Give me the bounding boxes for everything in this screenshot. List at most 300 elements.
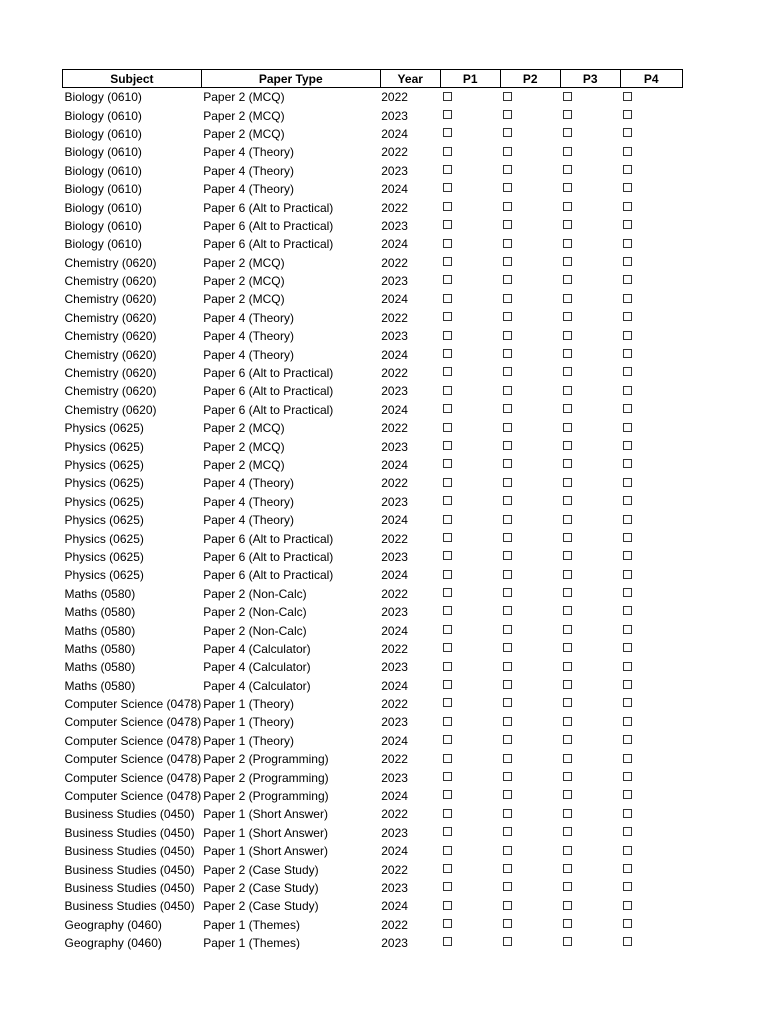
table-row [63,254,683,272]
p1-checkbox[interactable] [443,312,452,321]
p2-checkbox[interactable] [503,625,512,634]
p4-checkbox[interactable] [623,754,632,763]
p2-checkbox[interactable] [503,183,512,192]
cell-p4 [620,529,682,547]
p1-checkbox[interactable] [443,128,452,137]
header-p3: P3 [560,70,620,88]
cell-p4 [620,254,682,272]
p3-checkbox[interactable] [563,92,572,101]
p3-checkbox[interactable] [563,717,572,726]
p1-checkbox[interactable] [443,809,452,818]
p2-checkbox[interactable] [503,827,512,836]
cell-p1 [440,198,500,216]
p1-checkbox[interactable] [443,864,452,873]
p2-checkbox[interactable] [503,772,512,781]
p2-checkbox[interactable] [503,790,512,799]
cell-p1 [440,419,500,437]
p1-checkbox[interactable] [443,937,452,946]
cell-year: 2022 [381,586,408,601]
cell-p2 [500,437,560,455]
p2-checkbox[interactable] [503,128,512,137]
p4-checkbox[interactable] [623,386,632,395]
p1-checkbox[interactable] [443,478,452,487]
cell-p4 [620,695,682,713]
p3-checkbox[interactable] [563,533,572,542]
cell-year: 2022 [381,366,408,381]
p2-checkbox[interactable] [503,809,512,818]
p4-checkbox[interactable] [623,441,632,450]
cell-p3 [560,401,620,419]
p4-checkbox[interactable] [623,239,632,248]
p3-checkbox[interactable] [563,349,572,358]
p2-checkbox[interactable] [503,478,512,487]
p2-checkbox[interactable] [503,643,512,652]
cell-paper-type: Paper 4 (Theory) [203,182,294,197]
p2-checkbox[interactable] [503,312,512,321]
p2-checkbox[interactable] [503,165,512,174]
p4-checkbox[interactable] [623,515,632,524]
cell-subject: Chemistry (0620) [64,366,157,381]
p1-checkbox[interactable] [443,294,452,303]
cell-p2 [500,603,560,621]
cell-p3 [560,750,620,768]
cell-p4 [620,290,682,308]
p3-checkbox[interactable] [563,496,572,505]
p2-checkbox[interactable] [503,846,512,855]
p3-checkbox[interactable] [563,110,572,119]
cell-p3 [560,511,620,529]
p1-checkbox[interactable] [443,790,452,799]
cell-p3 [560,437,620,455]
cell-p4 [620,88,682,107]
p4-checkbox[interactable] [623,202,632,211]
p3-checkbox[interactable] [563,312,572,321]
p2-checkbox[interactable] [503,294,512,303]
p1-checkbox[interactable] [443,919,452,928]
table-row [63,419,683,437]
p1-checkbox[interactable] [443,606,452,615]
p4-checkbox[interactable] [623,882,632,891]
p2-checkbox[interactable] [503,901,512,910]
p3-checkbox[interactable] [563,147,572,156]
cell-paper-type: Paper 6 (Alt to Practical) [203,568,334,583]
p3-checkbox[interactable] [563,625,572,634]
p4-checkbox[interactable] [623,846,632,855]
p3-checkbox[interactable] [563,331,572,340]
p4-checkbox[interactable] [623,128,632,137]
cell-p4 [620,750,682,768]
cell-p2 [500,162,560,180]
cell-p1 [440,695,500,713]
cell-subject: Chemistry (0620) [64,347,157,362]
p4-checkbox[interactable] [623,165,632,174]
p1-checkbox[interactable] [443,202,452,211]
cell-subject: Maths (0580) [64,678,136,693]
p2-checkbox[interactable] [503,147,512,156]
p4-checkbox[interactable] [623,588,632,597]
cell-year: 2024 [381,458,408,472]
p3-checkbox[interactable] [563,459,572,468]
cell-subject: Biology (0610) [64,237,142,252]
table-row [63,713,683,731]
cell-year: 2022 [381,862,408,877]
cell-subject: Computer Science (0478) [64,770,202,785]
p2-checkbox[interactable] [503,202,512,211]
cell-p3 [560,879,620,897]
p4-checkbox[interactable] [623,625,632,634]
p2-checkbox[interactable] [503,496,512,505]
p1-checkbox[interactable] [443,717,452,726]
p2-checkbox[interactable] [503,404,512,413]
cell-subject: Chemistry (0620) [64,255,157,270]
p3-checkbox[interactable] [563,165,572,174]
p4-checkbox[interactable] [623,423,632,432]
p1-checkbox[interactable] [443,404,452,413]
cell-subject: Physics (0625) [64,494,144,509]
p2-checkbox[interactable] [503,717,512,726]
cell-p4 [620,860,682,878]
p3-checkbox[interactable] [563,588,572,597]
p4-checkbox[interactable] [623,735,632,744]
table-row [63,474,683,492]
p1-checkbox[interactable] [443,110,452,119]
p2-checkbox[interactable] [503,349,512,358]
p4-checkbox[interactable] [623,92,632,101]
table-row [63,493,683,511]
p4-checkbox[interactable] [623,680,632,689]
p4-checkbox[interactable] [623,790,632,799]
cell-year: 2023 [381,439,408,454]
cell-subject: Physics (0625) [64,476,144,491]
cell-year: 2024 [381,568,408,583]
p3-checkbox[interactable] [563,698,572,707]
cell-paper-type: Paper 4 (Theory) [203,347,294,362]
p1-checkbox[interactable] [443,772,452,781]
p4-checkbox[interactable] [623,809,632,818]
cell-p4 [620,401,682,419]
p2-checkbox[interactable] [503,606,512,615]
cell-paper-type: Paper 4 (Theory) [203,163,294,178]
cell-year: 2023 [381,825,408,840]
p2-checkbox[interactable] [503,239,512,248]
p1-checkbox[interactable] [443,220,452,229]
p3-checkbox[interactable] [563,790,572,799]
cell-year: 2023 [381,384,408,399]
cell-p4 [620,824,682,842]
cell-p3 [560,529,620,547]
p2-checkbox[interactable] [503,662,512,671]
p2-checkbox[interactable] [503,423,512,432]
p1-checkbox[interactable] [443,239,452,248]
p3-checkbox[interactable] [563,606,572,615]
cell-p4 [620,677,682,695]
p2-checkbox[interactable] [503,882,512,891]
p4-checkbox[interactable] [623,312,632,321]
p1-checkbox[interactable] [443,257,452,266]
p1-checkbox[interactable] [443,147,452,156]
p4-checkbox[interactable] [623,864,632,873]
cell-paper-type: Paper 1 (Theory) [203,715,294,730]
p1-checkbox[interactable] [443,827,452,836]
cell-p1 [440,290,500,308]
p3-checkbox[interactable] [563,441,572,450]
cell-year: 2024 [381,789,408,804]
cell-year: 2023 [381,108,408,123]
table-row [63,217,683,235]
p1-checkbox[interactable] [443,423,452,432]
p3-checkbox[interactable] [563,515,572,524]
cell-paper-type: Paper 1 (Short Answer) [203,825,328,840]
p1-checkbox[interactable] [443,533,452,542]
p3-checkbox[interactable] [563,864,572,873]
p3-checkbox[interactable] [563,128,572,137]
p4-checkbox[interactable] [623,275,632,284]
p2-checkbox[interactable] [503,441,512,450]
p2-checkbox[interactable] [503,257,512,266]
cell-p4 [620,768,682,786]
p1-checkbox[interactable] [443,882,452,891]
cell-subject: Physics (0625) [64,421,144,436]
p2-checkbox[interactable] [503,754,512,763]
cell-subject: Maths (0580) [64,623,136,638]
p1-checkbox[interactable] [443,588,452,597]
cell-p3 [560,842,620,860]
p2-checkbox[interactable] [503,515,512,524]
table-row [63,879,683,897]
table-row [63,364,683,382]
p4-checkbox[interactable] [623,919,632,928]
p4-checkbox[interactable] [623,717,632,726]
p1-checkbox[interactable] [443,698,452,707]
p4-checkbox[interactable] [623,404,632,413]
p1-checkbox[interactable] [443,846,452,855]
cell-paper-type: Paper 2 (MCQ) [203,274,285,289]
p2-checkbox[interactable] [503,570,512,579]
p3-checkbox[interactable] [563,662,572,671]
p2-checkbox[interactable] [503,588,512,597]
table-row [63,162,683,180]
cell-paper-type: Paper 4 (Calculator) [203,641,311,656]
cell-p4 [620,474,682,492]
p3-checkbox[interactable] [563,680,572,689]
cell-p4 [620,621,682,639]
cell-p3 [560,695,620,713]
p3-checkbox[interactable] [563,827,572,836]
p2-checkbox[interactable] [503,459,512,468]
p3-checkbox[interactable] [563,423,572,432]
table-row [63,750,683,768]
p1-checkbox[interactable] [443,662,452,671]
p3-checkbox[interactable] [563,919,572,928]
cell-p4 [620,640,682,658]
cell-subject: Physics (0625) [64,531,144,546]
p4-checkbox[interactable] [623,459,632,468]
cell-p1 [440,842,500,860]
cell-p1 [440,934,500,952]
p3-checkbox[interactable] [563,570,572,579]
cell-p1 [440,566,500,584]
table-row [63,511,683,529]
cell-p2 [500,805,560,823]
cell-paper-type: Paper 1 (Themes) [203,917,300,932]
p1-checkbox[interactable] [443,275,452,284]
p3-checkbox[interactable] [563,901,572,910]
p3-checkbox[interactable] [563,367,572,376]
p2-checkbox[interactable] [503,386,512,395]
cell-paper-type: Paper 6 (Alt to Practical) [203,402,334,417]
p1-checkbox[interactable] [443,349,452,358]
cell-paper-type: Paper 2 (MCQ) [203,255,285,270]
p4-checkbox[interactable] [623,698,632,707]
p1-checkbox[interactable] [443,496,452,505]
cell-p4 [620,162,682,180]
p2-checkbox[interactable] [503,680,512,689]
p3-checkbox[interactable] [563,478,572,487]
p1-checkbox[interactable] [443,643,452,652]
cell-paper-type: Paper 2 (Case Study) [203,899,319,914]
p3-checkbox[interactable] [563,275,572,284]
p4-checkbox[interactable] [623,294,632,303]
table-row [63,916,683,934]
cell-p2 [500,217,560,235]
p1-checkbox[interactable] [443,754,452,763]
cell-p3 [560,658,620,676]
p3-checkbox[interactable] [563,809,572,818]
p1-checkbox[interactable] [443,367,452,376]
p3-checkbox[interactable] [563,257,572,266]
p4-checkbox[interactable] [623,570,632,579]
cell-subject: Chemistry (0620) [64,274,157,289]
p3-checkbox[interactable] [563,220,572,229]
p4-checkbox[interactable] [623,147,632,156]
p4-checkbox[interactable] [623,662,632,671]
p3-checkbox[interactable] [563,551,572,560]
p3-checkbox[interactable] [563,404,572,413]
cell-year: 2024 [381,292,408,307]
p2-checkbox[interactable] [503,919,512,928]
cell-p3 [560,345,620,363]
p3-checkbox[interactable] [563,735,572,744]
cell-p3 [560,217,620,235]
p3-checkbox[interactable] [563,643,572,652]
p1-checkbox[interactable] [443,515,452,524]
p4-checkbox[interactable] [623,827,632,836]
cell-paper-type: Paper 6 (Alt to Practical) [203,531,334,546]
cell-p2 [500,695,560,713]
p1-checkbox[interactable] [443,183,452,192]
p3-checkbox[interactable] [563,202,572,211]
cell-p2 [500,621,560,639]
p4-checkbox[interactable] [623,496,632,505]
p1-checkbox[interactable] [443,441,452,450]
p2-checkbox[interactable] [503,937,512,946]
p1-checkbox[interactable] [443,735,452,744]
p4-checkbox[interactable] [623,772,632,781]
cell-p3 [560,824,620,842]
p1-checkbox[interactable] [443,165,452,174]
p2-checkbox[interactable] [503,110,512,119]
table-row [63,327,683,345]
p1-checkbox[interactable] [443,386,452,395]
cell-p2 [500,916,560,934]
p1-checkbox[interactable] [443,625,452,634]
p4-checkbox[interactable] [623,331,632,340]
p3-checkbox[interactable] [563,937,572,946]
p1-checkbox[interactable] [443,459,452,468]
p4-checkbox[interactable] [623,551,632,560]
p4-checkbox[interactable] [623,183,632,192]
cell-p3 [560,419,620,437]
p4-checkbox[interactable] [623,110,632,119]
p2-checkbox[interactable] [503,367,512,376]
p3-checkbox[interactable] [563,183,572,192]
cell-year: 2022 [381,807,408,822]
cell-p4 [620,235,682,253]
p2-checkbox[interactable] [503,533,512,542]
p4-checkbox[interactable] [623,901,632,910]
p1-checkbox[interactable] [443,901,452,910]
p2-checkbox[interactable] [503,698,512,707]
cell-subject: Business Studies (0450) [64,899,195,914]
p2-checkbox[interactable] [503,220,512,229]
p1-checkbox[interactable] [443,331,452,340]
p4-checkbox[interactable] [623,643,632,652]
p3-checkbox[interactable] [563,772,572,781]
p2-checkbox[interactable] [503,551,512,560]
p2-checkbox[interactable] [503,864,512,873]
cell-p1 [440,345,500,363]
cell-p1 [440,750,500,768]
cell-p3 [560,640,620,658]
cell-year: 2022 [381,697,408,712]
cell-year: 2023 [381,494,408,509]
p4-checkbox[interactable] [623,478,632,487]
cell-year: 2024 [381,347,408,362]
p4-checkbox[interactable] [623,220,632,229]
p3-checkbox[interactable] [563,846,572,855]
p1-checkbox[interactable] [443,92,452,101]
p3-checkbox[interactable] [563,239,572,248]
p4-checkbox[interactable] [623,257,632,266]
cell-p2 [500,897,560,915]
cell-paper-type: Paper 2 (Non-Calc) [203,586,307,601]
p4-checkbox[interactable] [623,533,632,542]
p2-checkbox[interactable] [503,275,512,284]
p4-checkbox[interactable] [623,349,632,358]
cell-p4 [620,437,682,455]
p2-checkbox[interactable] [503,331,512,340]
p4-checkbox[interactable] [623,367,632,376]
p3-checkbox[interactable] [563,882,572,891]
p4-checkbox[interactable] [623,937,632,946]
p3-checkbox[interactable] [563,386,572,395]
p1-checkbox[interactable] [443,551,452,560]
cell-year: 2023 [381,770,408,785]
p4-checkbox[interactable] [623,606,632,615]
cell-subject: Biology (0610) [64,108,142,123]
cell-paper-type: Paper 1 (Theory) [203,733,294,748]
p3-checkbox[interactable] [563,294,572,303]
p1-checkbox[interactable] [443,680,452,689]
p1-checkbox[interactable] [443,570,452,579]
p3-checkbox[interactable] [563,754,572,763]
table-row [63,768,683,786]
p2-checkbox[interactable] [503,735,512,744]
cell-p3 [560,768,620,786]
cell-p4 [620,217,682,235]
cell-p4 [620,787,682,805]
p2-checkbox[interactable] [503,92,512,101]
